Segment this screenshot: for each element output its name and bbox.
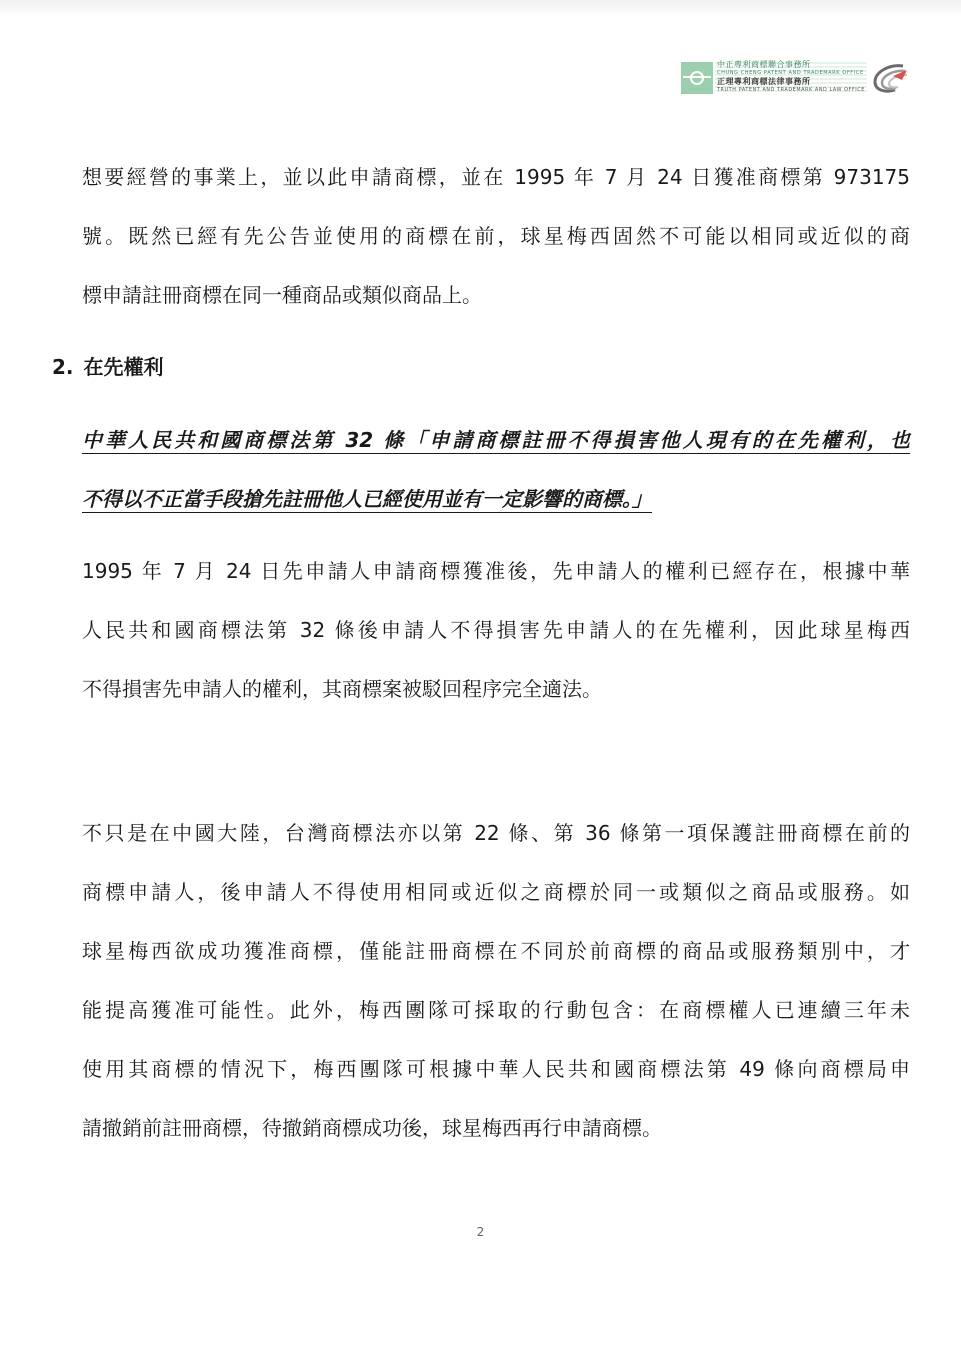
paragraph-line: 使用其商標的情況下，梅西團隊可根據中華人民共和國商標法第 49 條向商標局申 [82, 1057, 910, 1081]
paragraph-line: 商標申請人，後申請人不得使用相同或近似之商標於同一或類似之商品或服務。如 [82, 880, 910, 904]
paragraph-line: 不只是在中國大陸，台灣商標法亦以第 22 條、第 36 條第一項保護註冊商標在前的 [82, 821, 910, 845]
quote-line: 中華人民共和國商標法第 32 條「申請商標註冊不得損害他人現有的在先權利，也 [82, 428, 910, 452]
paragraph-line: 號。既然已經有先公告並使用的商標在前，球星梅西固然不可能以相同或近似的商 [82, 224, 910, 248]
logo-firm-name-1-english: CHUNG CHENG PATENT AND TRADEMARK OFFICE [717, 70, 864, 76]
logo-firm-name-2: 正理專利商標法律事務所 [717, 77, 811, 86]
paragraph-continuation [82, 167, 910, 344]
logo-firm-name-2-english: TRUTH PATENT AND TRADEMARK AND LAW OFFICE [717, 87, 865, 93]
paragraph-taiwan-law [82, 823, 910, 1177]
paragraph-line: 標申請註冊商標在同一種商品或類似商品上。 [82, 283, 482, 307]
paragraph-line: 1995 年 7 月 24 日先申請人申請商標獲准後，先申請人的權利已經存在，根據中華 [82, 559, 910, 583]
logo-swoosh-icon [869, 60, 909, 96]
paragraph-line: 請撤銷前註冊商標，待撤銷商標成功後，球星梅西再行申請商標。 [82, 1116, 662, 1140]
section-title: 在先權利 [83, 355, 164, 379]
paragraph-line: 人民共和國商標法第 32 條後申請人不得損害先申請人的在先權利，因此球星梅西 [82, 618, 910, 642]
paragraph-prior-rights [82, 561, 910, 738]
firm-logo [681, 60, 909, 96]
page-number: 2 [476, 1225, 485, 1239]
logo-emblem-icon [681, 62, 713, 94]
paragraph-line: 不得損害先申請人的權利，其商標案被駁回程序完全適法。 [82, 677, 602, 701]
section-number: 2. [52, 355, 74, 379]
logo-firm-name-1: 中正專利商標聯合事務所 [717, 60, 811, 69]
section-heading [52, 357, 164, 377]
page-top-shadow [0, 0, 961, 18]
paragraph-line: 想要經營的事業上，並以此申請商標，並在 1995 年 7 月 24 日獲准商標第 973175 [82, 165, 910, 189]
quote-line: 不得以不正當手段搶先註冊他人已經使用並有一定影響的商標。」 [82, 487, 652, 511]
paragraph-line: 能提高獲准可能性。此外，梅西團隊可採取的行動包含：在商標權人已連續三年未 [82, 998, 910, 1022]
law-quote [82, 430, 910, 548]
paragraph-line: 球星梅西欲成功獲准商標，僅能註冊商標在不同於前商標的商品或服務類別中，才 [82, 939, 910, 963]
